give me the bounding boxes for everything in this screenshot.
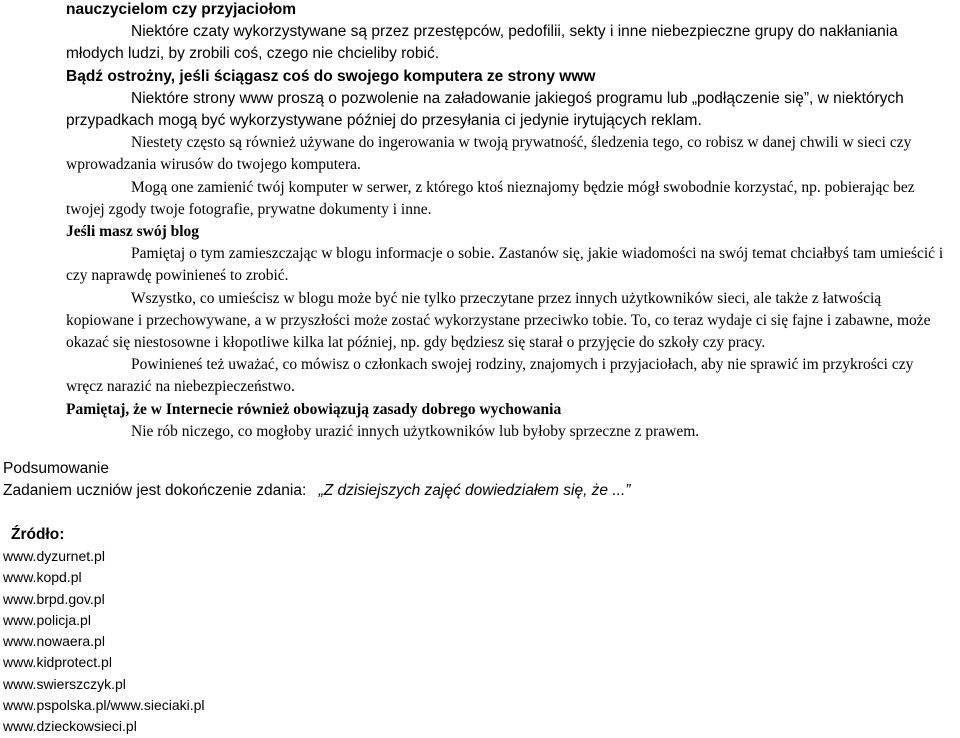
source-link[interactable]: www.kopd.pl bbox=[3, 569, 82, 586]
summary-task-prefix: Zadaniem uczniów jest dokończenie zdania: bbox=[3, 482, 307, 499]
summary-section bbox=[3, 458, 943, 502]
source-link[interactable]: www.swierszczyk.pl bbox=[3, 675, 126, 692]
summary-heading: Podsumowanie bbox=[3, 460, 109, 477]
source-link[interactable]: www.nowaera.pl bbox=[3, 633, 105, 650]
section-heading-chat: nauczycielom czy przyjaciołom bbox=[66, 1, 297, 18]
paragraph-blog-3: Powinieneś też uważać, co mówisz o członkach swojej rodziny, znajomych i przyjaciołach, aby nie sprawić im przykrości czy wręcz narazić na niebezpieczeństwo. bbox=[66, 356, 914, 396]
paragraph-chat: Niektóre czaty wykorzystywane są przez przestępców, pedofilii, sekty i inne niebezpieczne grupy do nakłaniania młodych ludzi, by zrobili coś, czego nie chcieliby robić. bbox=[66, 23, 898, 63]
paragraph-downloads-3: Mogą one zamienić twój komputer w serwer, z którego ktoś nieznajomy będzie mógł swobodnie korzystać, np. pobierając bez twojej zgody twoje fotografie, prywatne dokumenty i inne. bbox=[66, 178, 915, 218]
summary-task-sentence: „Z dzisiejszych zajęć dowiedziałem się, że ...” bbox=[318, 482, 631, 499]
paragraph-blog-1: Pamiętaj o tym zamieszczając w blogu informacje o sobie. Zastanów się, jakie wiadomości na swój temat chciałbyś tam umieścić i czy naprawdę powinieneś to zrobić. bbox=[66, 245, 944, 285]
source-link[interactable]: www.kidprotect.pl bbox=[3, 654, 112, 671]
source-link[interactable]: www.pspolska.pl/www.sieciaki.pl bbox=[3, 697, 205, 714]
source-link[interactable]: www.policja.pl bbox=[3, 611, 91, 628]
section-heading-downloads: Bądź ostrożny, jeśli ściągasz coś do swojego komputera ze strony www bbox=[66, 67, 596, 85]
section-heading-blog: Jeśli masz swój blog bbox=[66, 223, 200, 241]
section-heading-manners: Pamiętaj, że w Internecie również obowiązują zasady dobrego wychowania bbox=[66, 400, 562, 418]
sources-heading: Źródło: bbox=[11, 526, 65, 543]
source-link[interactable]: www.dyzurnet.pl bbox=[3, 548, 105, 564]
sources-section bbox=[3, 524, 205, 738]
source-link[interactable]: www.brpd.gov.pl bbox=[3, 590, 105, 607]
document-body bbox=[66, 0, 946, 443]
paragraph-downloads-2: Niestety często są również używane do ingerowania w twoją prywatność, śledzenia tego, co robisz w danej chwili w sieci czy wprowadzania wirusów do twojego komputera. bbox=[66, 134, 912, 174]
paragraph-downloads-1: Niektóre strony www proszą o pozwolenie na załadowanie jakiegoś programu lub „podłączenie się”, w niektórych przypadkach mogą być wykorzystywane później do przesyłania ci jedynie irytujących reklam. bbox=[66, 89, 904, 130]
summary-task bbox=[3, 480, 943, 502]
source-link[interactable]: www.dzieckowsieci.pl bbox=[3, 718, 137, 735]
paragraph-blog-2: Wszystko, co umieścisz w blogu może być nie tylko przeczytane przez innych użytkowników sieci, ale także z łatwością kopiowane i przechowywane, a w przyszłości może zostać wykorzystane przeciwko tobie. To, co teraz wydaje ci się fajne i zabawne, może okazać się niestosowne i kłopotliwe kilka lat później, np. gdy będziesz się starał o przyjęcie do szkoły czy pracy. bbox=[66, 289, 931, 352]
paragraph-manners: Nie rób niczego, co mogłoby urazić innych użytkowników lub byłoby sprzeczne z prawem. bbox=[131, 422, 700, 440]
sources-list bbox=[3, 546, 205, 738]
